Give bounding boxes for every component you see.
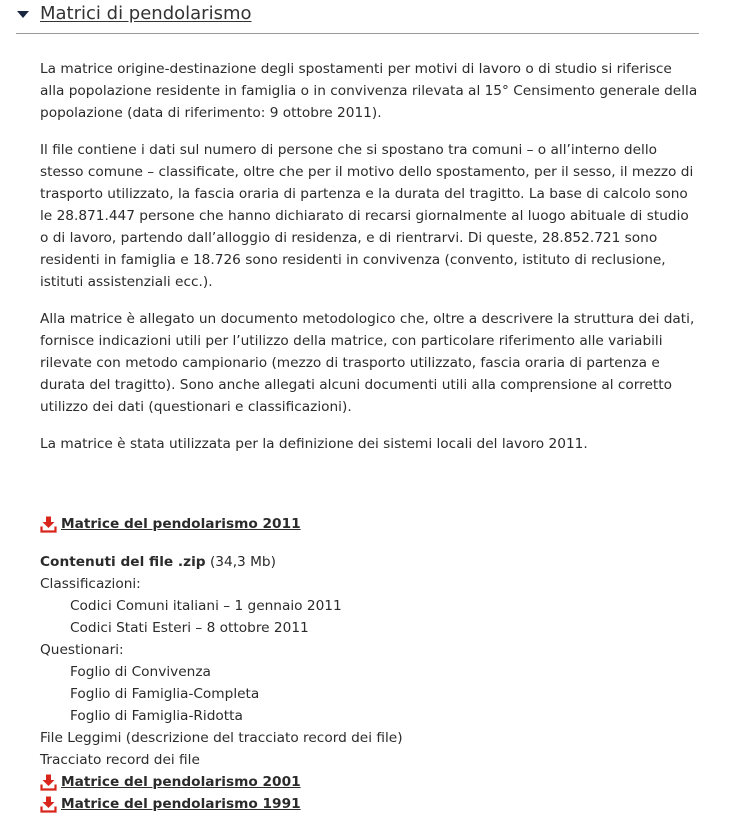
accordion-header[interactable] [16, 0, 699, 34]
zip-contents [40, 551, 700, 771]
questionari-label: Questionari: [40, 642, 124, 658]
download-icon [40, 774, 57, 791]
paragraph-usage: La matrice è stata utilizzata per la definizione dei sistemi locali del lavoro 2011. [40, 436, 588, 452]
download-link-2001[interactable]: Matrice del pendolarismo 2001 [61, 774, 301, 790]
tracciato-record: Tracciato record dei file [40, 752, 200, 768]
paragraph-methodology: Alla matrice è allegato un documento metodologico che, oltre a descrivere la struttura dei dati, fornisce indicazioni utili per l’utilizzo della matrice, con particolare riferimento alle variabili rilevate con metodo campionario (mezzo di trasporto utilizzato, fascia oraria di partenza e durata del tragitto). Sono anche allegati alcuni documenti utili alla comprensione al corretto utilizzo dei dati (questionari e classificazioni). [40, 311, 695, 415]
list-item: Foglio di Famiglia-Completa [70, 686, 260, 702]
list-item: Foglio di Famiglia-Ridotta [70, 708, 243, 724]
list-item: Codici Stati Esteri – 8 ottobre 2011 [70, 620, 309, 636]
caret-down-icon[interactable] [17, 11, 29, 18]
file-size: (34,3 Mb) [205, 554, 276, 570]
download-link-1991[interactable]: Matrice del pendolarismo 1991 [61, 796, 301, 812]
download-icon [40, 516, 57, 533]
contents-heading: Contenuti del file .zip [40, 554, 206, 570]
description [40, 58, 700, 470]
file-leggimi: File Leggimi (descrizione del tracciato record dei file) [40, 730, 403, 746]
list-item: Codici Comuni italiani – 1 gennaio 2011 [70, 598, 342, 614]
accordion-title[interactable]: Matrici di pendolarismo [40, 3, 252, 24]
contents-heading-line [40, 551, 700, 573]
paragraph-intro: La matrice origine-destinazione degli spostamenti per motivi di lavoro o di studio si riferisce alla popolazione residente in famiglia o in convivenza rilevata al 15° Censimento generale della popolazione (data di riferimento: 9 ottobre 2011). [40, 61, 698, 121]
download-icon [40, 796, 57, 813]
classificazioni-label: Classificazioni: [40, 576, 141, 592]
download-link-2011[interactable]: Matrice del pendolarismo 2011 [61, 516, 301, 532]
list-item: Foglio di Convivenza [70, 664, 211, 680]
paragraph-file-contents: Il file contiene i dati sul numero di persone che si spostano tra comuni – o all’interno dello stesso comune – classificate, oltre che per il motivo dello spostamento, per il sesso, il mezzo di trasporto utilizzato, la fascia oraria di partenza e la durata del tragitto. La base di calcolo sono le 28.871.447 persone che hanno dichiarato di recarsi giornalmente al luogo abituale di studio o di lavoro, partendo dall’alloggio di residenza, e di rientrarvi. Di queste, 28.852.721 sono residenti in famiglia e 18.726 sono residenti in convivenza (convento, istituto di reclusione, istituti assistenziali ecc.). [40, 142, 694, 290]
